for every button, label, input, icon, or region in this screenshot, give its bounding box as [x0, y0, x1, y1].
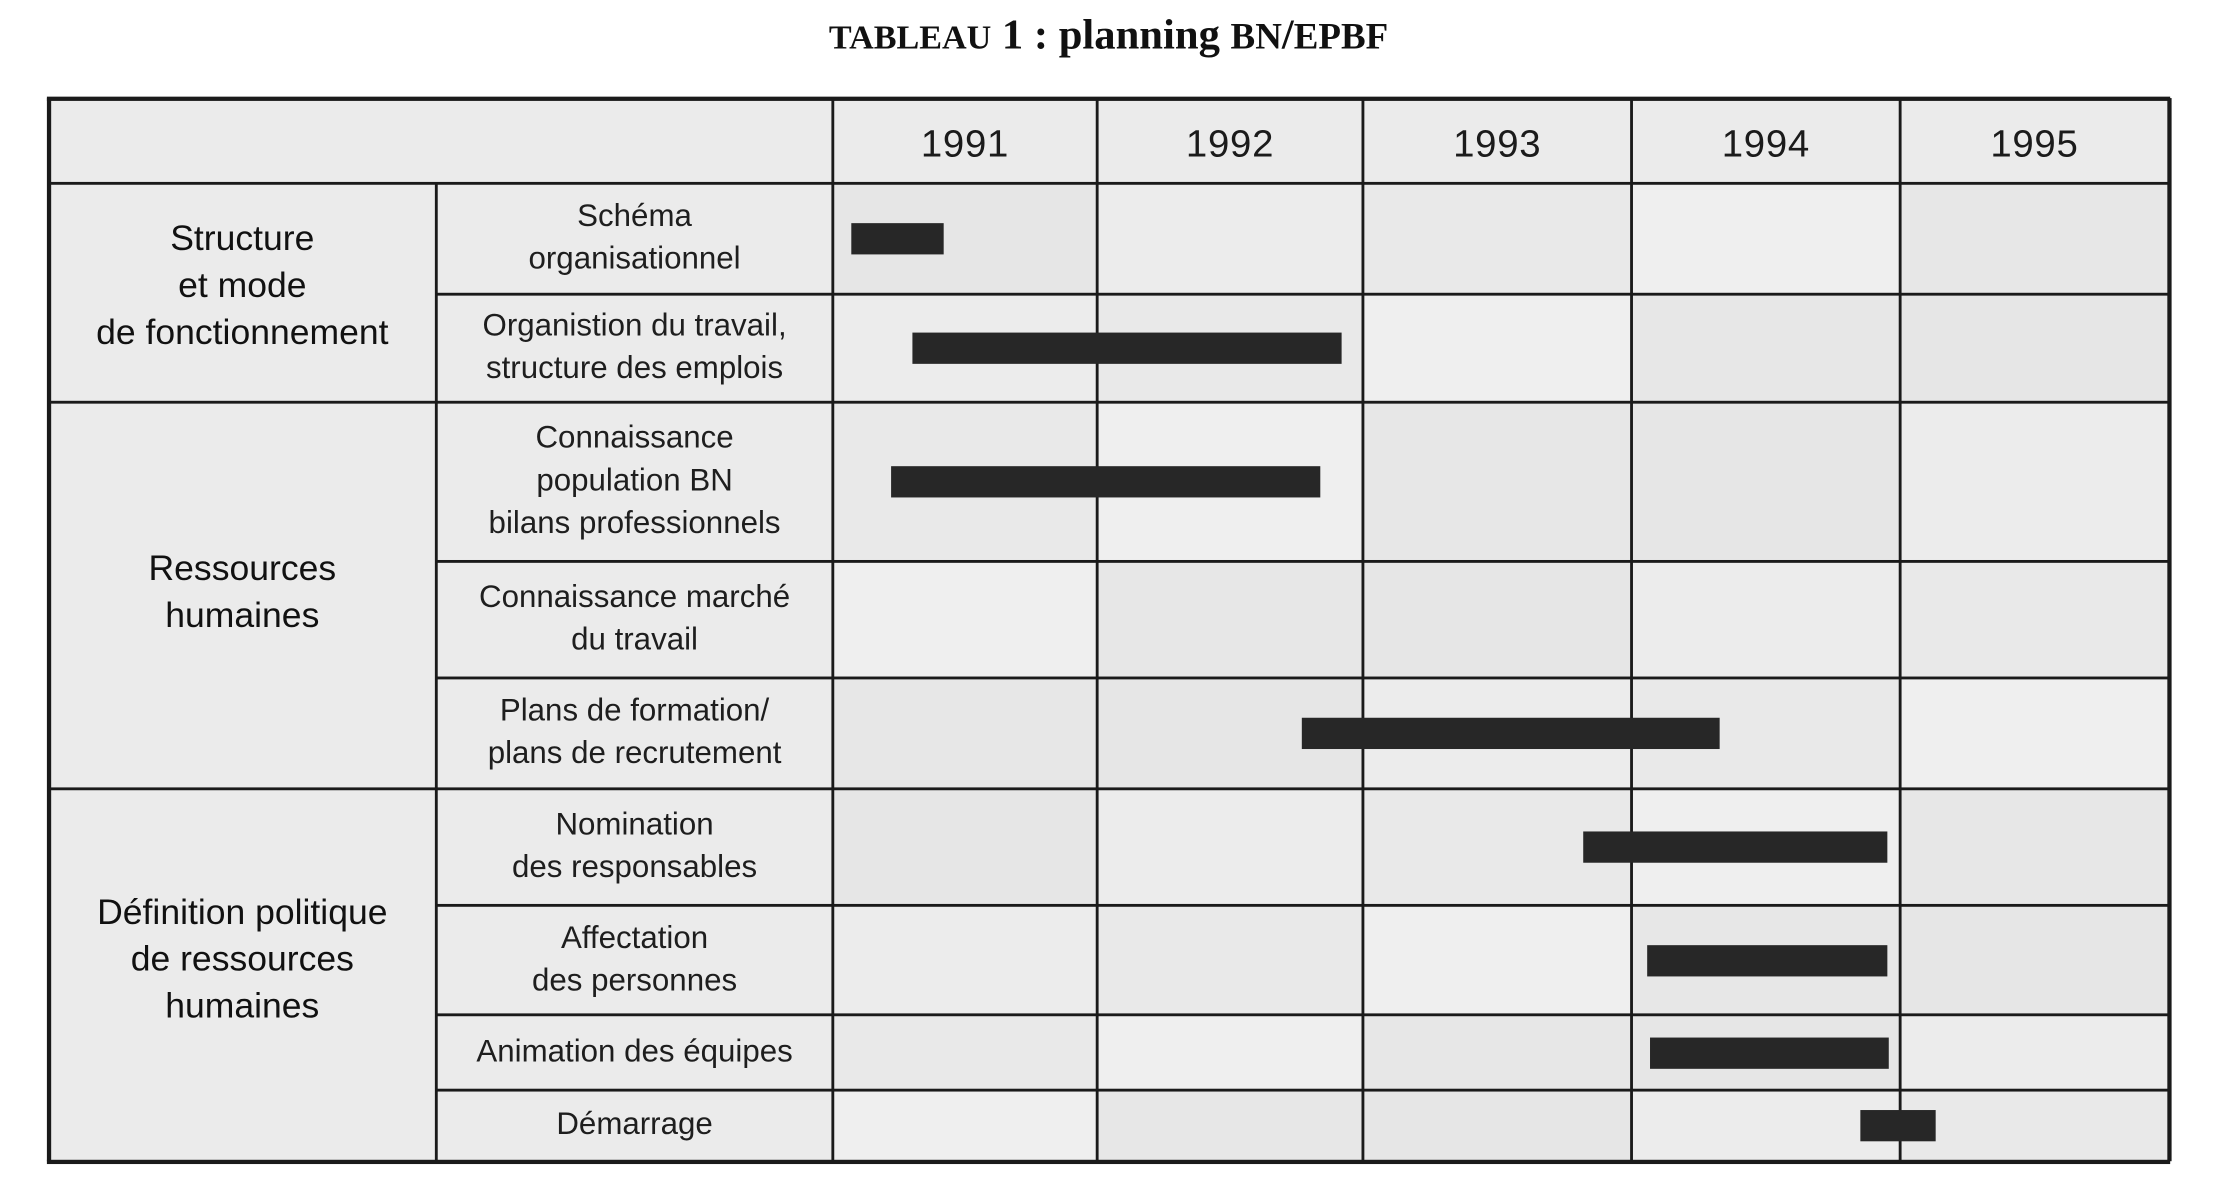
timeline-cell — [833, 1090, 1097, 1161]
gantt-bar — [1302, 718, 1720, 749]
gantt-bar — [1648, 944, 1887, 975]
title-main: 1 : planning — [991, 11, 1231, 59]
year-header: 1995 — [1990, 121, 2079, 165]
timeline-cell — [1363, 561, 1632, 678]
timeline-cell — [1900, 294, 2169, 402]
timeline-cell — [1632, 183, 1901, 294]
gantt-bar — [1583, 831, 1887, 862]
timeline-cell — [1632, 294, 1901, 402]
task-label: Démarrage — [556, 1105, 713, 1142]
year-header: 1994 — [1721, 121, 1810, 165]
table-border-right — [2167, 98, 2171, 1161]
gantt-bar — [851, 223, 944, 254]
timeline-cell — [1097, 905, 1363, 1014]
timeline-cell — [1363, 1090, 1632, 1161]
timeline-cell — [1363, 294, 1632, 402]
year-header: 1993 — [1453, 121, 1542, 165]
timeline-cell — [1900, 678, 2169, 789]
timeline-cell — [1097, 1090, 1363, 1161]
timeline-cell — [1632, 402, 1901, 561]
category-label: Définition politique de ressources humaines — [97, 891, 388, 1026]
year-header: 1991 — [920, 121, 1010, 165]
timeline-cell — [1097, 1015, 1363, 1090]
gantt-bar — [1650, 1037, 1889, 1068]
timeline-cell — [1097, 789, 1363, 906]
title-bn: BN — [1230, 15, 1282, 57]
timeline-cell — [1363, 1015, 1632, 1090]
timeline-cell — [1632, 561, 1901, 678]
title-epbf: EPBF — [1293, 15, 1389, 57]
year-column-divider — [1899, 98, 1902, 1161]
task-label: Affectation des personnes — [531, 918, 738, 998]
timeline-cell — [1097, 561, 1363, 678]
task-label: Schéma organisationnel — [528, 197, 741, 276]
timeline-cell — [1900, 905, 2169, 1014]
timeline-cell — [833, 561, 1097, 678]
timeline-cell — [1363, 905, 1632, 1014]
year-column-divider — [1630, 98, 1633, 1161]
timeline-cell — [1363, 402, 1632, 561]
task-label: Plans de formation/ plans de recrutement — [487, 692, 782, 771]
timeline-cell — [833, 1015, 1097, 1090]
year-column-divider — [1362, 98, 1365, 1161]
timeline-cell — [833, 789, 1097, 906]
gantt-bar — [891, 466, 1320, 497]
timeline-cell — [1900, 183, 2169, 294]
timeline-cell — [833, 678, 1097, 789]
timeline-cell — [1900, 561, 2169, 678]
title-separator: / — [1281, 11, 1294, 59]
timeline-cell — [1900, 1090, 2169, 1161]
task-label: Connaissance population BN bilans professionnels — [488, 419, 781, 541]
timeline-cell — [833, 905, 1097, 1014]
gantt-bar — [912, 333, 1342, 364]
task-label: Animation des équipes — [476, 1032, 793, 1069]
timeline-cell — [1900, 402, 2169, 561]
task-label: Organistion du travail, structure des emplois — [482, 307, 787, 386]
title-prefix: TABLEAU — [828, 19, 992, 57]
year-column-divider — [1096, 98, 1099, 1161]
gantt-bar — [1860, 1110, 1935, 1141]
year-header: 1992 — [1185, 121, 1275, 165]
task-label: Connaissance marché du travail — [479, 578, 791, 657]
category-label: Ressources humaines — [148, 548, 337, 636]
timeline-cell — [1363, 183, 1632, 294]
category-label: Structure et mode de fonctionnement — [96, 218, 389, 352]
timeline-cell — [1097, 183, 1363, 294]
timeline-cell — [1900, 1015, 2169, 1090]
timeline-cell — [1900, 789, 2169, 906]
task-label: Nomination des responsables — [512, 805, 758, 885]
